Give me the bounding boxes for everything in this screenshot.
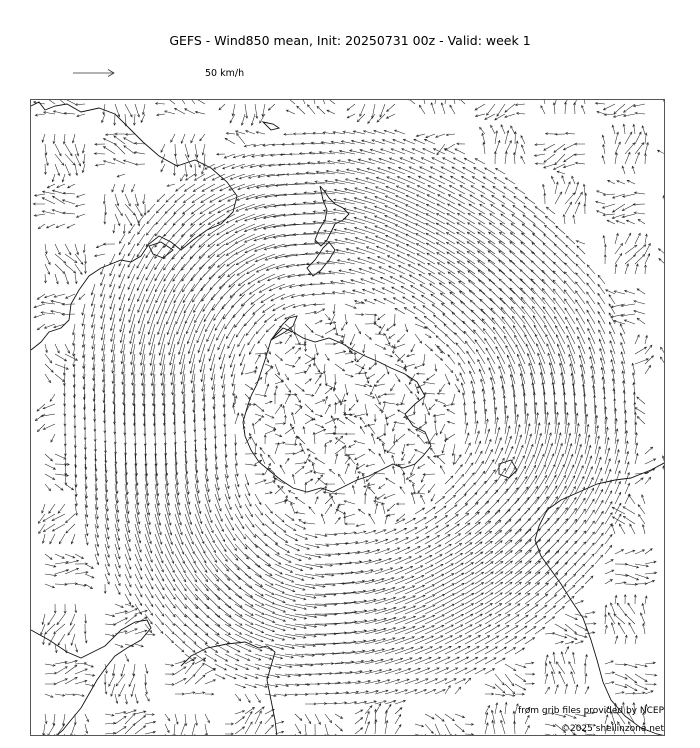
coastline-south-america	[31, 102, 237, 350]
coastline-australia	[535, 462, 665, 736]
data-source-credit: from grib files provided by NCEP	[518, 706, 664, 716]
coastline-antarctica	[243, 328, 431, 492]
coastline-small-island	[263, 122, 279, 130]
copyright-credit: ©2025 sheilinzone.net	[560, 724, 664, 734]
reference-arrow-label: 50 km/h	[205, 68, 245, 79]
map-title: GEFS - Wind850 mean, Init: 20250731 00z - Valid: week 1	[169, 33, 531, 48]
wind-vector-field	[33, 100, 665, 736]
wind-vectors	[33, 100, 665, 736]
coastline-new-zealand-north	[315, 186, 349, 246]
wind-map	[30, 99, 665, 736]
reference-arrow-icon	[72, 66, 118, 80]
